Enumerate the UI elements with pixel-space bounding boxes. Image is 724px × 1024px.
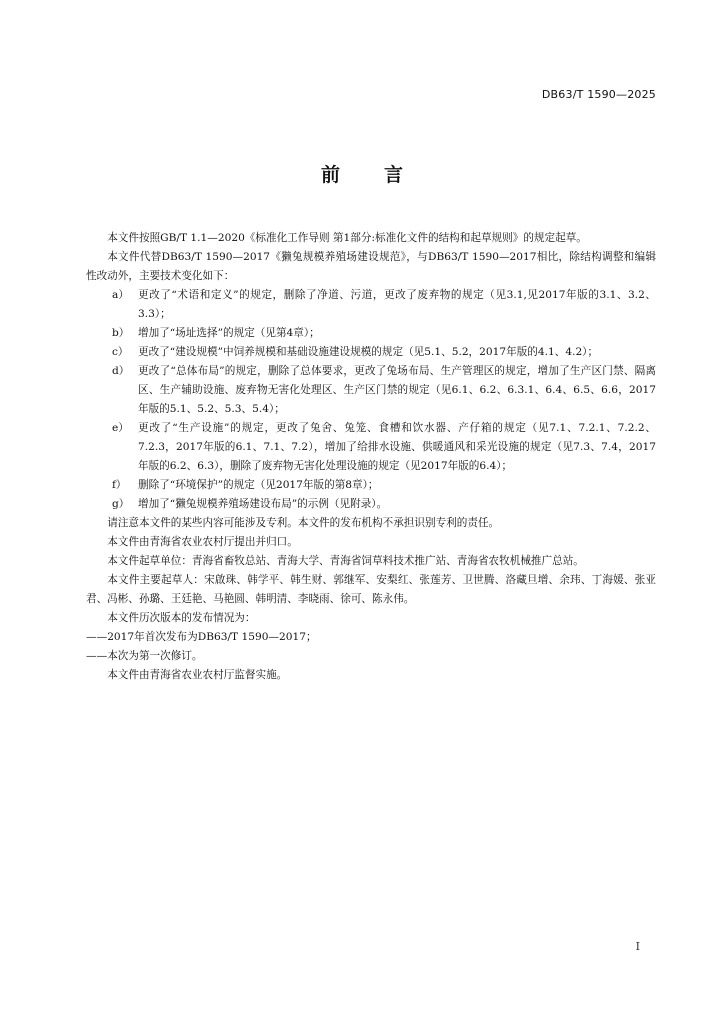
history-item: ——本次为第一次修订。: [86, 650, 203, 662]
change-item-c: [86, 343, 656, 362]
drafters: 本文件主要起草人：宋啟珠、韩学平、韩生财、郭继军、安梨红、张莲芳、卫世腾、洛藏旦增、余玮、丁海媛、张亚君、冯彬、孙璐、王廷艳、马艳圆、韩明清、李晓雨、徐可、陈永伟。: [86, 574, 656, 605]
patent-notice: 请注意本文件的某些内容可能涉及专利。本文件的发布机构不承担识别专利的责任。: [107, 517, 500, 529]
change-label: e）: [112, 422, 129, 434]
change-label: b）: [112, 327, 130, 339]
change-item-b: [86, 324, 656, 343]
foreword-body: [86, 229, 656, 685]
change-text: 增加了“獭兔规模养殖场建设布局”的示例（见附录）。: [138, 498, 388, 510]
change-text: 增加了“场址选择”的规定（见第4章）；: [138, 327, 320, 339]
title-char-2: 言: [384, 164, 404, 186]
change-text: 更改了“总体布局”的规定，删除了总体要求，更改了兔场布局、生产管理区的规定，增加了生产区门禁、隔离区、生产辅助设施、废弃物无害化处理区、生产区门禁的规定（见6.1、6.2、6.3.1、6.4、6.5、6.6，2017年版的5.1、5.2、5.3、5.4）；: [138, 365, 656, 415]
page-number: I: [635, 940, 640, 953]
change-label: d）: [112, 365, 130, 377]
proposer-statement: 本文件由青海省农业农村厅提出并归口。: [107, 536, 298, 548]
history-item: ——2017年首次发布为DB63/T 1590—2017；: [86, 631, 317, 643]
change-label: a）: [112, 289, 129, 301]
change-text: 更改了“术语和定义”的规定，删除了净道、污道，更改了废弃物的规定（见3.1,见2017年版的3.1、3.2、3.3）；: [138, 289, 656, 320]
page-title: [0, 160, 724, 187]
history-title: 本文件历次版本的发布情况为：: [107, 612, 256, 624]
change-item-a: [86, 286, 656, 324]
supervisor-statement: 本文件由青海省农业农村厅监督实施。: [107, 669, 288, 681]
paragraph-drafting-basis: 本文件按照GB/T 1.1—2020《标准化工作导则 第1部分:标准化文件的结构和起草规则》的规定起草。: [107, 232, 587, 244]
change-item-d: [86, 362, 656, 419]
change-text: 删除了“环境保护”的规定（见2017年版的第8章）；: [138, 479, 379, 491]
change-item-g: [86, 495, 656, 514]
change-item-e: [86, 419, 656, 476]
paragraph-replacement: 本文件代替DB63/T 1590—2017《獭兔规模养殖场建设规范》，与DB63/T 1590—2017相比，除结构调整和编辑性改动外，主要技术变化如下：: [86, 251, 656, 282]
title-char-1: 前: [320, 164, 340, 186]
change-text: 更改了“生产设施”的规定，更改了兔舍、兔笼、食槽和饮水器、产仔箱的规定（见7.1、7.2.1、7.2.2、7.2.3，2017年版的6.1、7.1、7.2），增加了给排水设施、供暖通风和采光设施的规定（见7.3、7.4，2017年版的6.2、6.3），删除了废弃物无害化处理设施的规定（见2017年版的6.4）；: [138, 422, 656, 472]
change-text: 更改了“建设规模”中饲养规模和基础设施建设规模的规定（见5.1、5.2，2017年版的4.1、4.2）；: [138, 346, 599, 358]
document-code: DB63/T 1590—2025: [541, 88, 656, 101]
change-label: f）: [112, 479, 127, 491]
drafting-units: 本文件起草单位：青海省畜牧总站、青海大学、青海省饲草料技术推广站、青海省农牧机械推广总站。: [107, 555, 584, 567]
change-item-f: [86, 476, 656, 495]
change-label: g）: [112, 498, 130, 510]
change-label: c）: [112, 346, 129, 358]
